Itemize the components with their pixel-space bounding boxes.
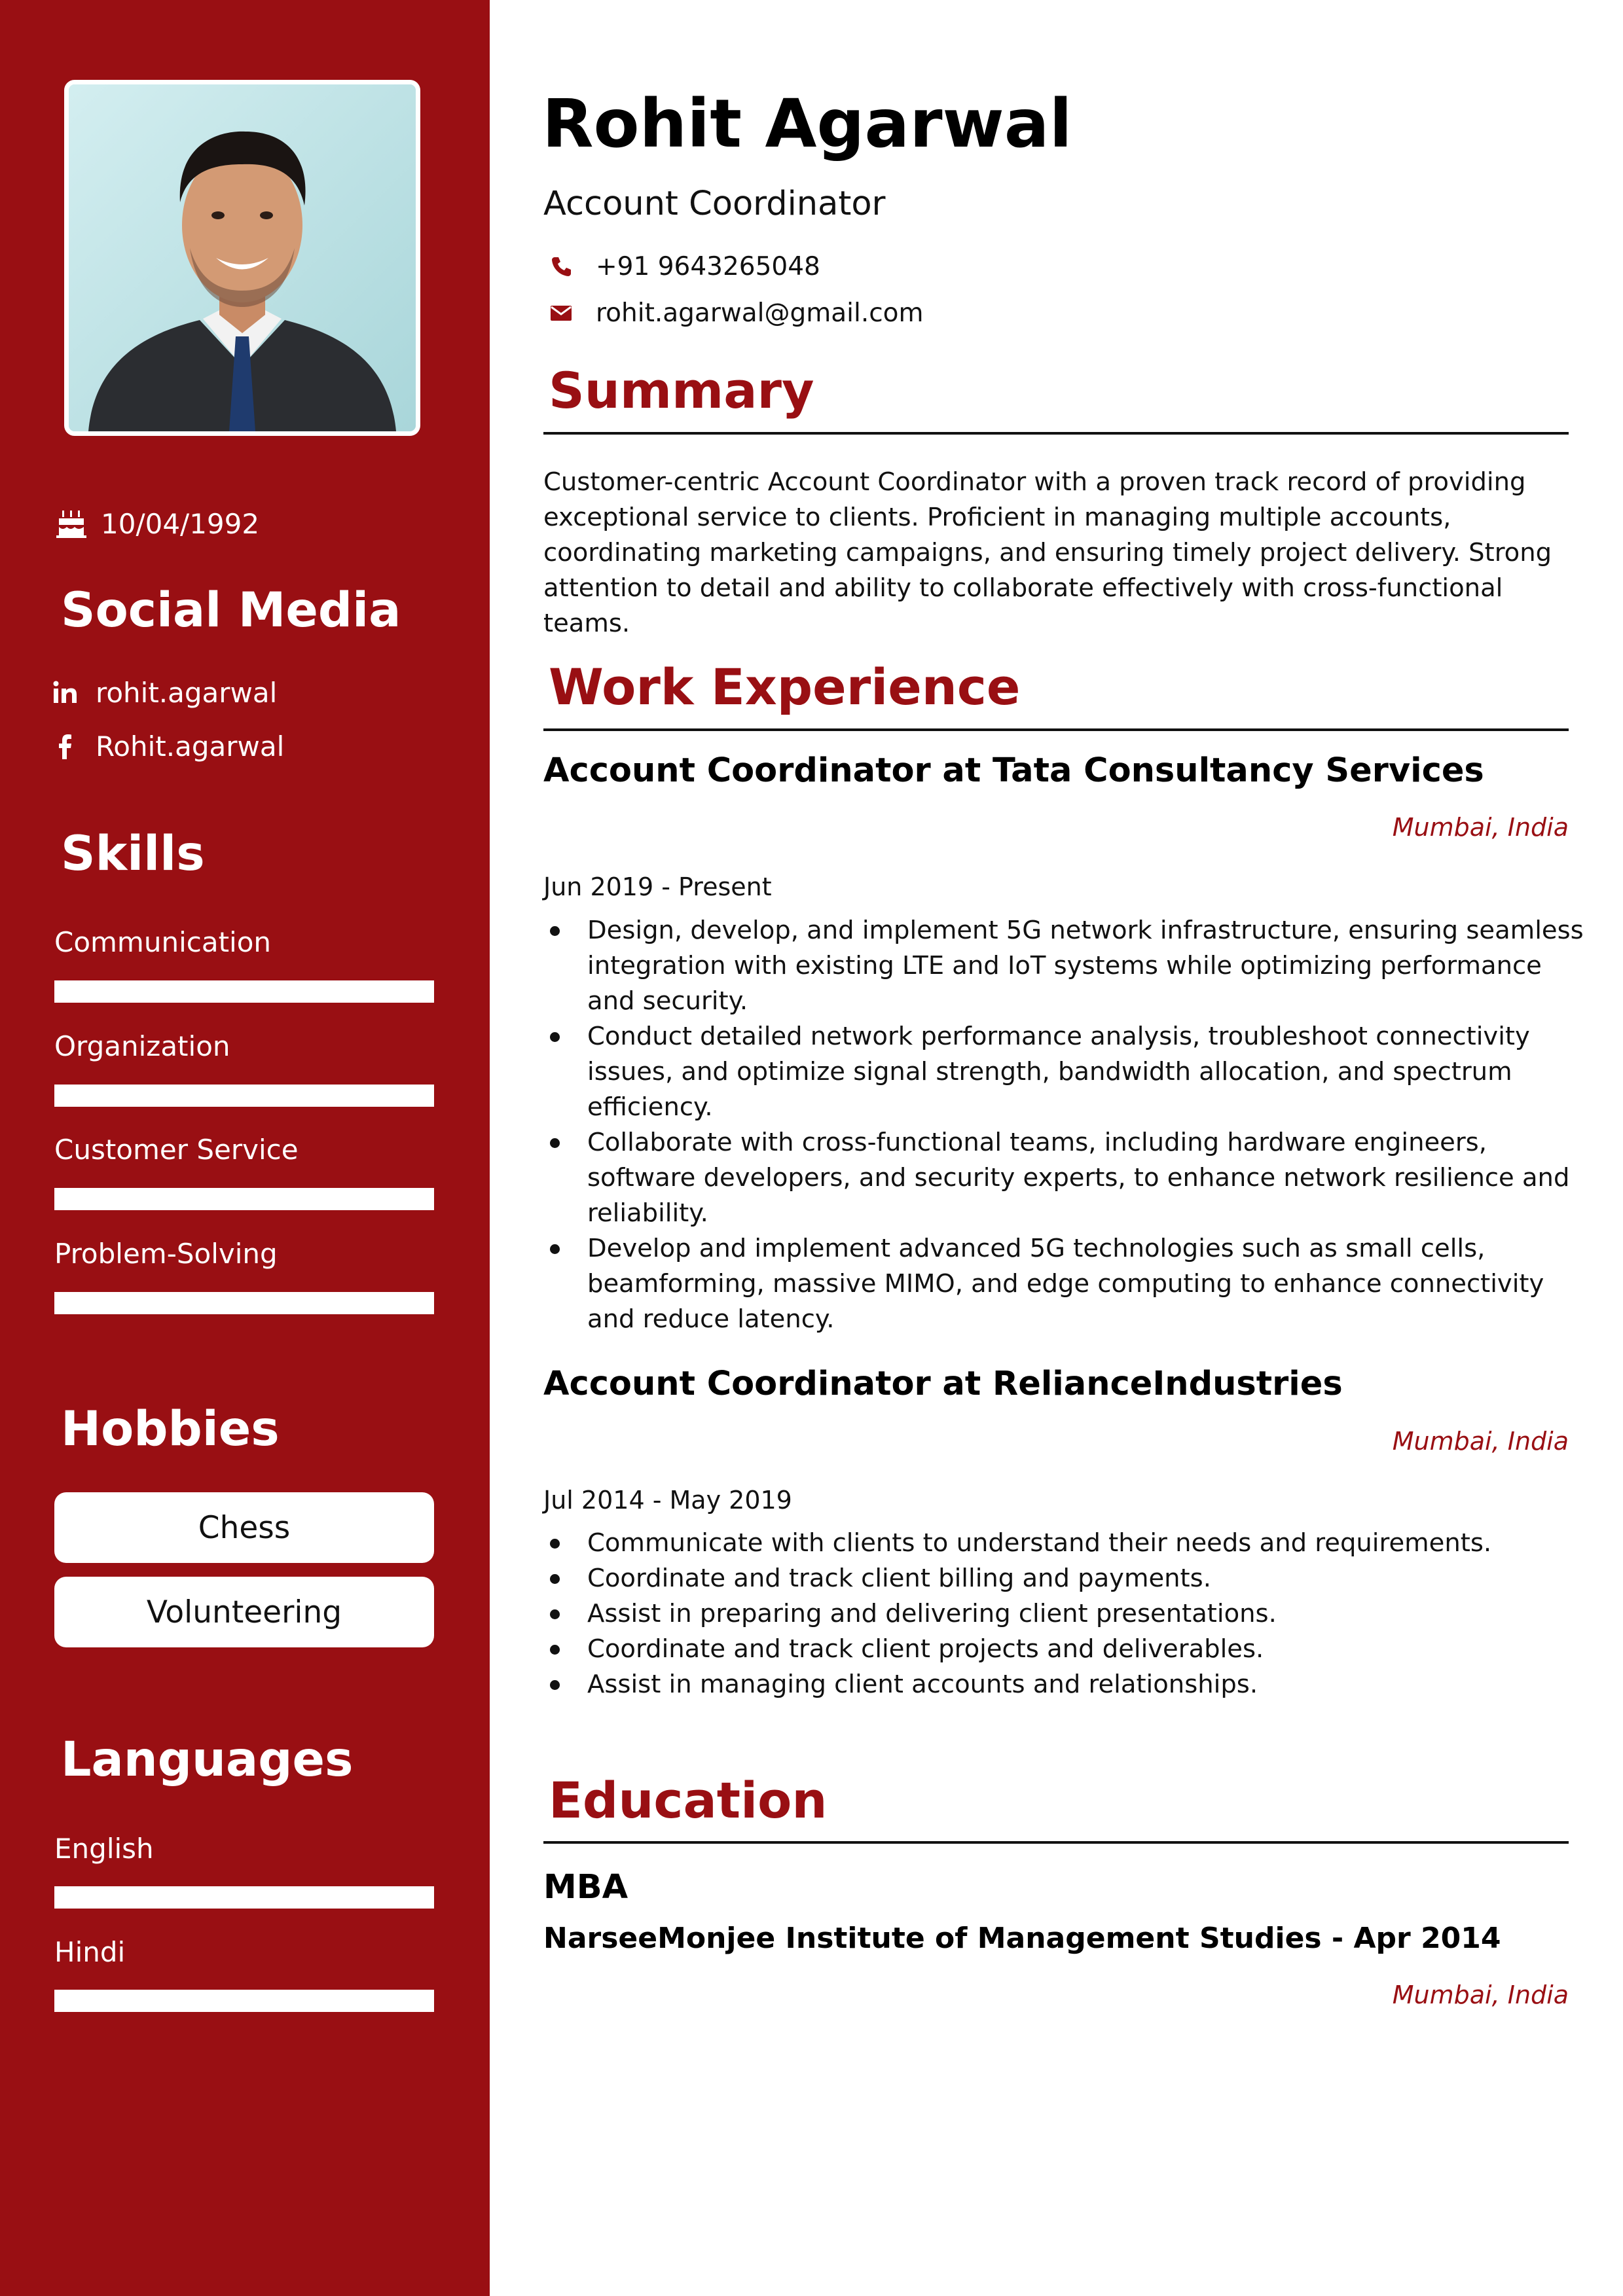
skill-label: Customer Service: [54, 1134, 299, 1166]
degree: MBA: [543, 1868, 629, 1907]
skill-label: Communication: [54, 926, 272, 958]
linkedin-handle: rohit.agarwal: [96, 676, 278, 709]
section-divider: [543, 728, 1569, 731]
skills-heading: Skills: [61, 826, 205, 882]
language-bar: [54, 1990, 434, 2012]
list-item: Coordinate and track client billing and payments.: [543, 1561, 1591, 1596]
sidebar: [0, 0, 490, 2296]
list-item: Design, develop, and implement 5G network infrastructure, ensuring seamless integration with existing LTE and IoT systems while optimizing performance and security.: [543, 913, 1591, 1019]
dob-text: 10/04/1992: [101, 507, 260, 540]
facebook-icon: [52, 733, 79, 759]
linkedin-icon: [52, 679, 79, 706]
phone-row[interactable]: [550, 248, 820, 285]
main-content: [490, 0, 1623, 2296]
facebook-handle: Rohit.agarwal: [96, 730, 285, 762]
list-item: Assist in managing client accounts and relationships.: [543, 1667, 1591, 1702]
social-facebook[interactable]: [52, 728, 284, 764]
candidate-title: Account Coordinator: [543, 185, 886, 223]
list-item: Collaborate with cross-functional teams, including hardware engineers, software developers, and security experts, to enhance network resilience and reliability.: [543, 1125, 1591, 1231]
birthday-cake-icon: [56, 509, 86, 538]
education-heading: Education: [549, 1771, 828, 1829]
skill-bar: [54, 1292, 434, 1314]
phone-icon: [550, 255, 572, 278]
skill-bar: [54, 1188, 434, 1210]
email-row[interactable]: [550, 295, 924, 331]
skill-label: Organization: [54, 1030, 230, 1062]
skill-bar: [54, 980, 434, 1003]
institute: NarseeMonjee Institute of Management Studies - Apr 2014: [543, 1922, 1501, 1955]
skill-bar: [54, 1085, 434, 1107]
phone-number: +91 9643265048: [596, 251, 820, 281]
hobby-volunteering: Volunteering: [54, 1577, 434, 1647]
candidate-name: Rohit Agarwal: [542, 85, 1072, 163]
work-experience-heading: Work Experience: [549, 658, 1021, 716]
list-item: Communicate with clients to understand their needs and requirements.: [543, 1526, 1591, 1561]
language-bar: [54, 1886, 434, 1909]
envelope-icon: [550, 302, 572, 324]
job-bullets: [543, 913, 1591, 1337]
hobbies-heading: Hobbies: [61, 1401, 280, 1457]
list-item: Conduct detailed network performance analysis, troubleshoot connectivity issues, and optimize signal strength, bandwidth allocation, and spectrum efficiency.: [543, 1019, 1591, 1125]
hobby-chess: Chess: [54, 1492, 434, 1563]
list-item: Coordinate and track client projects and deliverables.: [543, 1632, 1591, 1667]
job-location: Mumbai, India: [1392, 813, 1569, 842]
languages-heading: Languages: [61, 1732, 354, 1787]
list-item: Assist in preparing and delivering client presentations.: [543, 1596, 1591, 1632]
education-location: Mumbai, India: [1392, 1981, 1569, 2009]
job-title: Account Coordinator at Tata Consultancy Services: [543, 751, 1484, 790]
job-dates: Jul 2014 - May 2019: [543, 1486, 792, 1515]
job-dates: Jun 2019 - Present: [543, 872, 772, 901]
job-location: Mumbai, India: [1392, 1427, 1569, 1456]
language-label: Hindi: [54, 1936, 126, 1968]
section-divider: [543, 432, 1569, 435]
section-divider: [543, 1841, 1569, 1844]
email-address: rohit.agarwal@gmail.com: [596, 298, 924, 328]
job-bullets: [543, 1526, 1591, 1702]
social-media-heading: Social Media: [61, 583, 401, 638]
list-item: Develop and implement advanced 5G technologies such as small cells, beamforming, massive MIMO, and edge computing to enhance connectivity and reduce latency.: [543, 1231, 1591, 1337]
profile-photo: [64, 80, 420, 436]
skill-label: Problem-Solving: [54, 1238, 278, 1270]
profile-photo-illustration: [69, 84, 416, 431]
job-title: Account Coordinator at RelianceIndustries: [543, 1365, 1343, 1403]
language-label: English: [54, 1833, 154, 1865]
summary-text: Customer-centric Account Coordinator with a proven track record of providing exceptional service to clients. Proficient in managing multiple accounts, coordinating marketing campaigns, and ensuring timely project delivery. Strong attention to detail and ability to collaborate effectively with cross-functional teams.: [543, 467, 1552, 638]
date-of-birth: [56, 504, 259, 543]
social-linkedin[interactable]: [52, 674, 277, 711]
summary-heading: Summary: [549, 361, 814, 420]
